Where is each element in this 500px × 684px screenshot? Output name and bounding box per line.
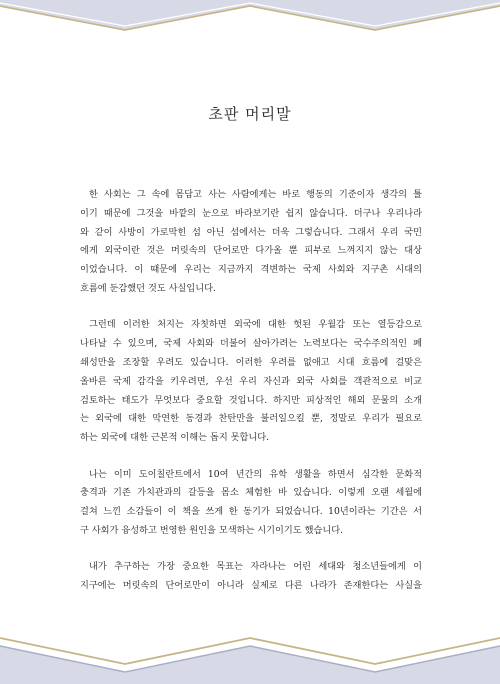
text-line: 내가 추구하는 가장 중요한 목표는 자라나는 어린 세대와 청소년들에게 이 bbox=[89, 561, 422, 573]
text-line: 나타날 수 있으며, 국제 사회와 더불어 살아가려는 노력보다는 국수주의적인 폐 bbox=[80, 338, 422, 350]
text-line: 검토하는 태도가 무엇보다 중요할 것입니다. 하지만 피상적인 해외 문물의 소개 bbox=[80, 394, 422, 406]
text-line: 그런데 이러한 처지는 자칫하면 외국에 대한 헛된 우월감 또는 열등감으로 bbox=[89, 319, 422, 331]
bottom-chevron-border bbox=[0, 632, 500, 684]
paragraph bbox=[80, 316, 422, 448]
text-line: 이었습니다. 이 때문에 우리는 지금까지 격변하는 국제 사회와 지구촌 시대의 bbox=[80, 264, 422, 276]
text-line: 한 사회는 그 속에 몸담고 사는 사람에게는 바로 행동의 기준이자 생각의 틀 bbox=[89, 189, 422, 200]
page-title: 초판 머리말 bbox=[208, 105, 292, 123]
text-line: 이기 때문에 그것을 바깥의 눈으로 바라보기란 쉽지 않습니다. 더구나 우리나라 bbox=[80, 207, 422, 219]
text-line: 흐름에 둔감했던 것도 사실입니다. bbox=[80, 282, 216, 294]
preface-body bbox=[80, 186, 422, 614]
text-line: 와 같이 사방이 가로막힌 섬 아닌 섬에서는 더욱 그렇습니다. 그래서 우리 국민 bbox=[80, 226, 422, 238]
text-line: 쇄성만을 조장할 우려도 있습니다. 이러한 우려를 없애고 시대 흐름에 걸맞은 bbox=[80, 356, 422, 368]
paragraph bbox=[80, 558, 422, 596]
text-line: 지구에는 머릿속의 단어로만이 아니라 실제로 다른 나라가 존재한다는 사실을 bbox=[80, 580, 422, 592]
text-line: 는 외국에 대한 막연한 동경과 찬탄만을 불러일으킬 뿐, 정말로 우리가 필요로 bbox=[80, 413, 422, 425]
text-line: 에게 외국이란 것은 머릿속의 단어로만 다가올 뿐 피부로 느껴지지 않는 대상 bbox=[80, 245, 422, 257]
text-line: 올바른 국제 감각을 키우려면, 우선 우리 자신과 외국 사회를 객관적으로 비교 bbox=[80, 375, 422, 387]
text-line: 걸쳐 느낀 소감들이 이 책을 쓰게 한 동기가 되었습니다. 10년이라는 기간은 서 bbox=[80, 506, 422, 518]
text-line: 나는 이미 도이칠란트에서 10여 년간의 유학 생활을 하면서 심각한 문화적 bbox=[89, 468, 422, 480]
top-chevron-border bbox=[0, 0, 500, 34]
text-line: 충격과 기존 가치관과의 갈등을 몸소 체험한 바 있습니다. 이렇게 오랜 세월에 bbox=[80, 487, 422, 499]
paragraph bbox=[80, 466, 422, 541]
paragraph bbox=[80, 186, 422, 299]
text-line: 구 사회가 융성하고 번영한 원인을 모색하는 시기이기도 했습니다. bbox=[80, 524, 343, 536]
text-line: 하는 외국에 대한 근본적 이해는 돕지 못합니다. bbox=[80, 432, 270, 444]
